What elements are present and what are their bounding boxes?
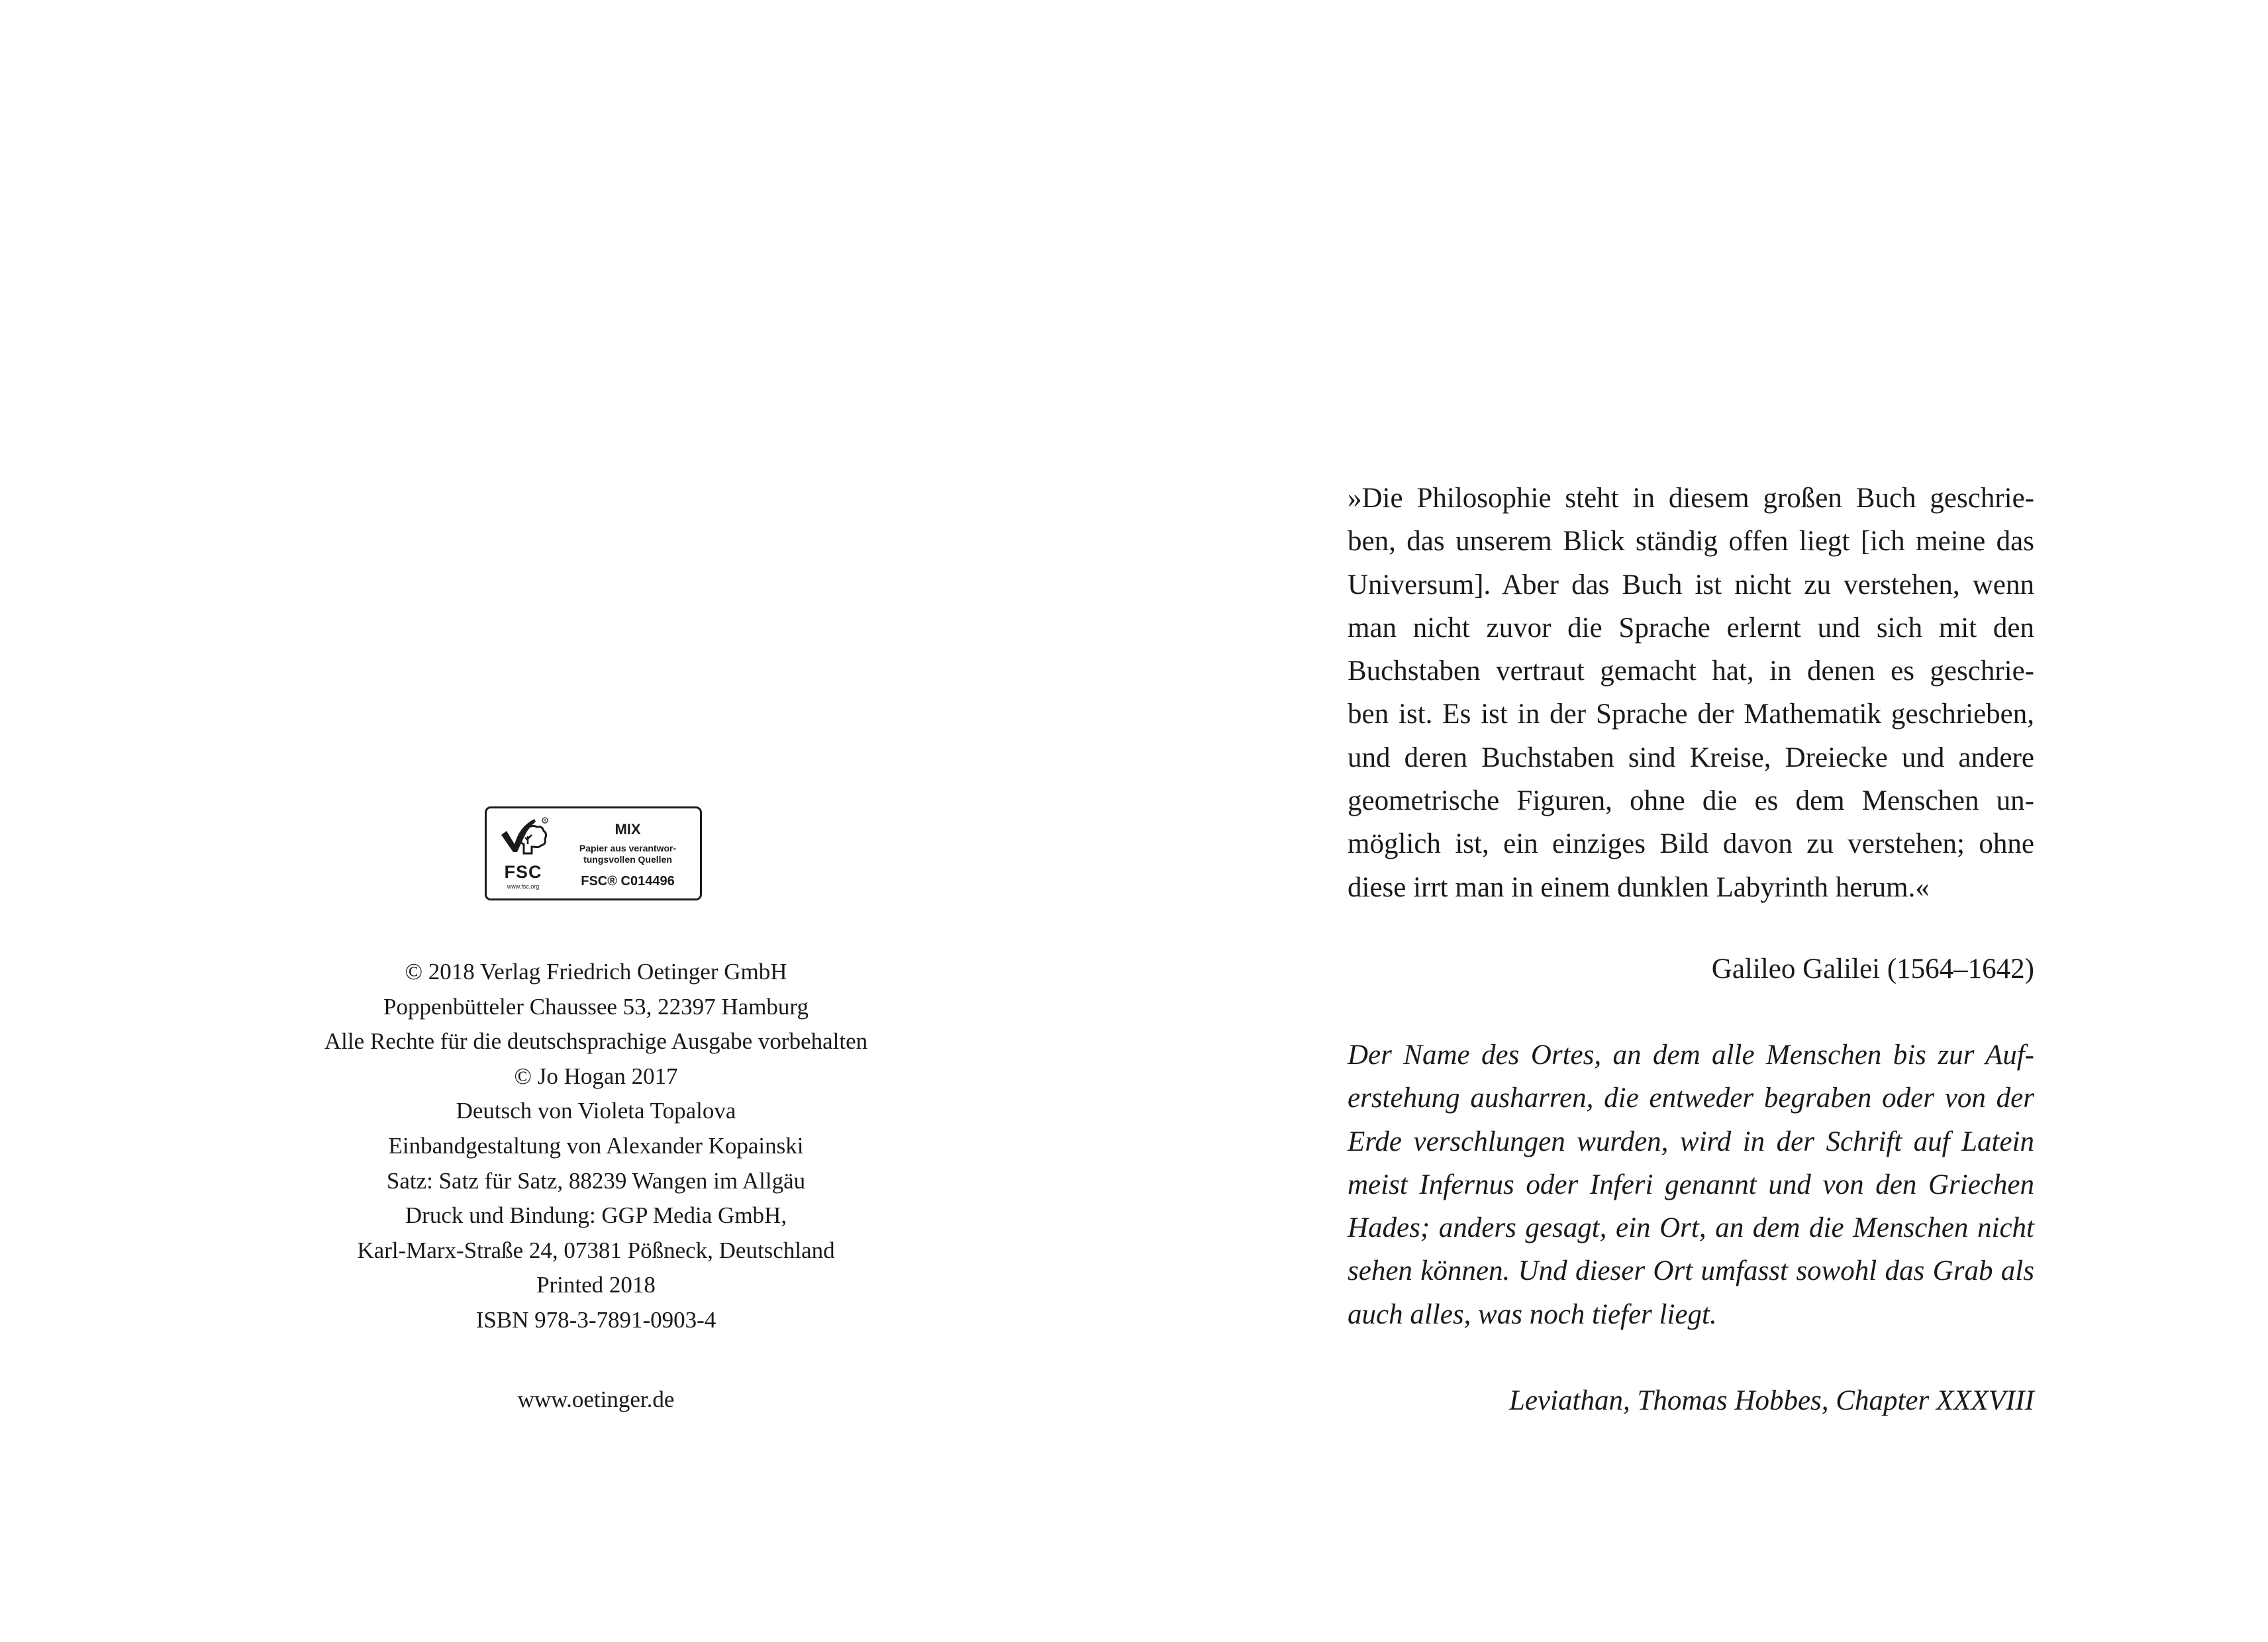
italic-quote-line: meist Infernus oder Inferi genannt und von den Griechen <box>1348 1169 2034 1200</box>
publisher-website: www.oetinger.de <box>517 1386 675 1412</box>
imprint-line: © 2018 Verlag Friedrich Oetinger GmbH <box>405 959 787 985</box>
fsc-code: FSC® C014496 <box>581 874 675 889</box>
fsc-url: www.fsc.org <box>507 883 540 890</box>
imprint-line: Printed 2018 <box>536 1272 656 1298</box>
imprint-line: Deutsch von Violeta Topalova <box>456 1098 736 1124</box>
italic-quote-line: erstehung ausharren, die entweder begraben oder von der <box>1348 1083 2034 1114</box>
fsc-description <box>561 843 695 865</box>
quote-line: möglich ist, ein einziges Bild davon zu verstehen; ohne <box>1348 828 2034 860</box>
quote-line: »Die Philosophie steht in diesem großen Buch geschrie- <box>1348 483 2034 514</box>
quote-line: Buchstaben vertraut gemacht hat, in denen es geschrie- <box>1348 655 2034 687</box>
imprint-line: © Jo Hogan 2017 <box>514 1063 678 1089</box>
italic-quote-line: Der Name des Ortes, an dem alle Menschen bis zur Auf- <box>1348 1039 2034 1071</box>
imprint-line: Satz: Satz für Satz, 88239 Wangen im Allgäu <box>386 1167 806 1194</box>
imprint-line: Karl-Marx-Straße 24, 07381 Pößneck, Deutschland <box>357 1237 835 1263</box>
quote-line: Universum]. Aber das Buch ist nicht zu verstehen, wenn <box>1348 569 2034 601</box>
quote-line: ben, das unserem Blick ständig offen liegt [ich meine das <box>1348 526 2034 557</box>
svg-text:R: R <box>543 819 547 824</box>
quote-line: geometrische Figuren, ohne die es dem Menschen un- <box>1348 785 2034 817</box>
galilei-quote <box>1348 477 2034 909</box>
fsc-logo <box>485 806 702 900</box>
fsc-tree-check-icon <box>497 815 549 861</box>
italic-quote-line: Hades; anders gesagt, ein Ort, an dem die Menschen nicht <box>1348 1212 2034 1244</box>
italic-quote-line: sehen können. Und dieser Ort umfasst sowohl das Grab als <box>1348 1255 2034 1287</box>
imprint-line: Druck und Bindung: GGP Media GmbH, <box>405 1202 787 1229</box>
quote-line: man nicht zuvor die Sprache erlernt und sich mit den <box>1348 612 2034 644</box>
quote-line: ben ist. Es ist in der Sprache der Mathematik geschrieben, <box>1348 699 2034 730</box>
fsc-mix-label: MIX <box>615 821 641 838</box>
fsc-description-line: tungsvollen Quellen <box>583 854 672 865</box>
imprint-line: Alle Rechte für die deutschsprachige Ausgabe vorbehalten <box>324 1028 868 1055</box>
imprint-line: Poppenbütteler Chaussee 53, 22397 Hamburg <box>383 993 809 1020</box>
italic-quote-line: Erde verschlungen wurden, wird in der Schrift auf Latein <box>1348 1126 2034 1157</box>
italic-quote-line: auch alles, was noch tiefer liegt. <box>1348 1298 1717 1330</box>
hobbes-attribution: Leviathan, Thomas Hobbes, Chapter XXXVIII <box>1508 1385 2034 1416</box>
imprint-line: ISBN 978-3-7891-0903-4 <box>475 1306 716 1333</box>
right-page <box>1134 0 2268 1642</box>
fsc-description-line: Papier aus verantwor- <box>579 843 677 853</box>
fsc-wordmark: FSC <box>504 862 542 882</box>
imprint-line: Einbandgestaltung von Alexander Kopainski <box>388 1132 804 1159</box>
hobbes-quote <box>1348 1034 2034 1336</box>
galilei-attribution: Galileo Galilei (1564–1642) <box>1711 953 2034 985</box>
imprint <box>199 955 993 1338</box>
quote-line: und deren Buchstaben sind Kreise, Dreiecke und andere <box>1348 742 2034 773</box>
quote-line: diese irrt man in einem dunklen Labyrinth herum.« <box>1348 871 1930 903</box>
